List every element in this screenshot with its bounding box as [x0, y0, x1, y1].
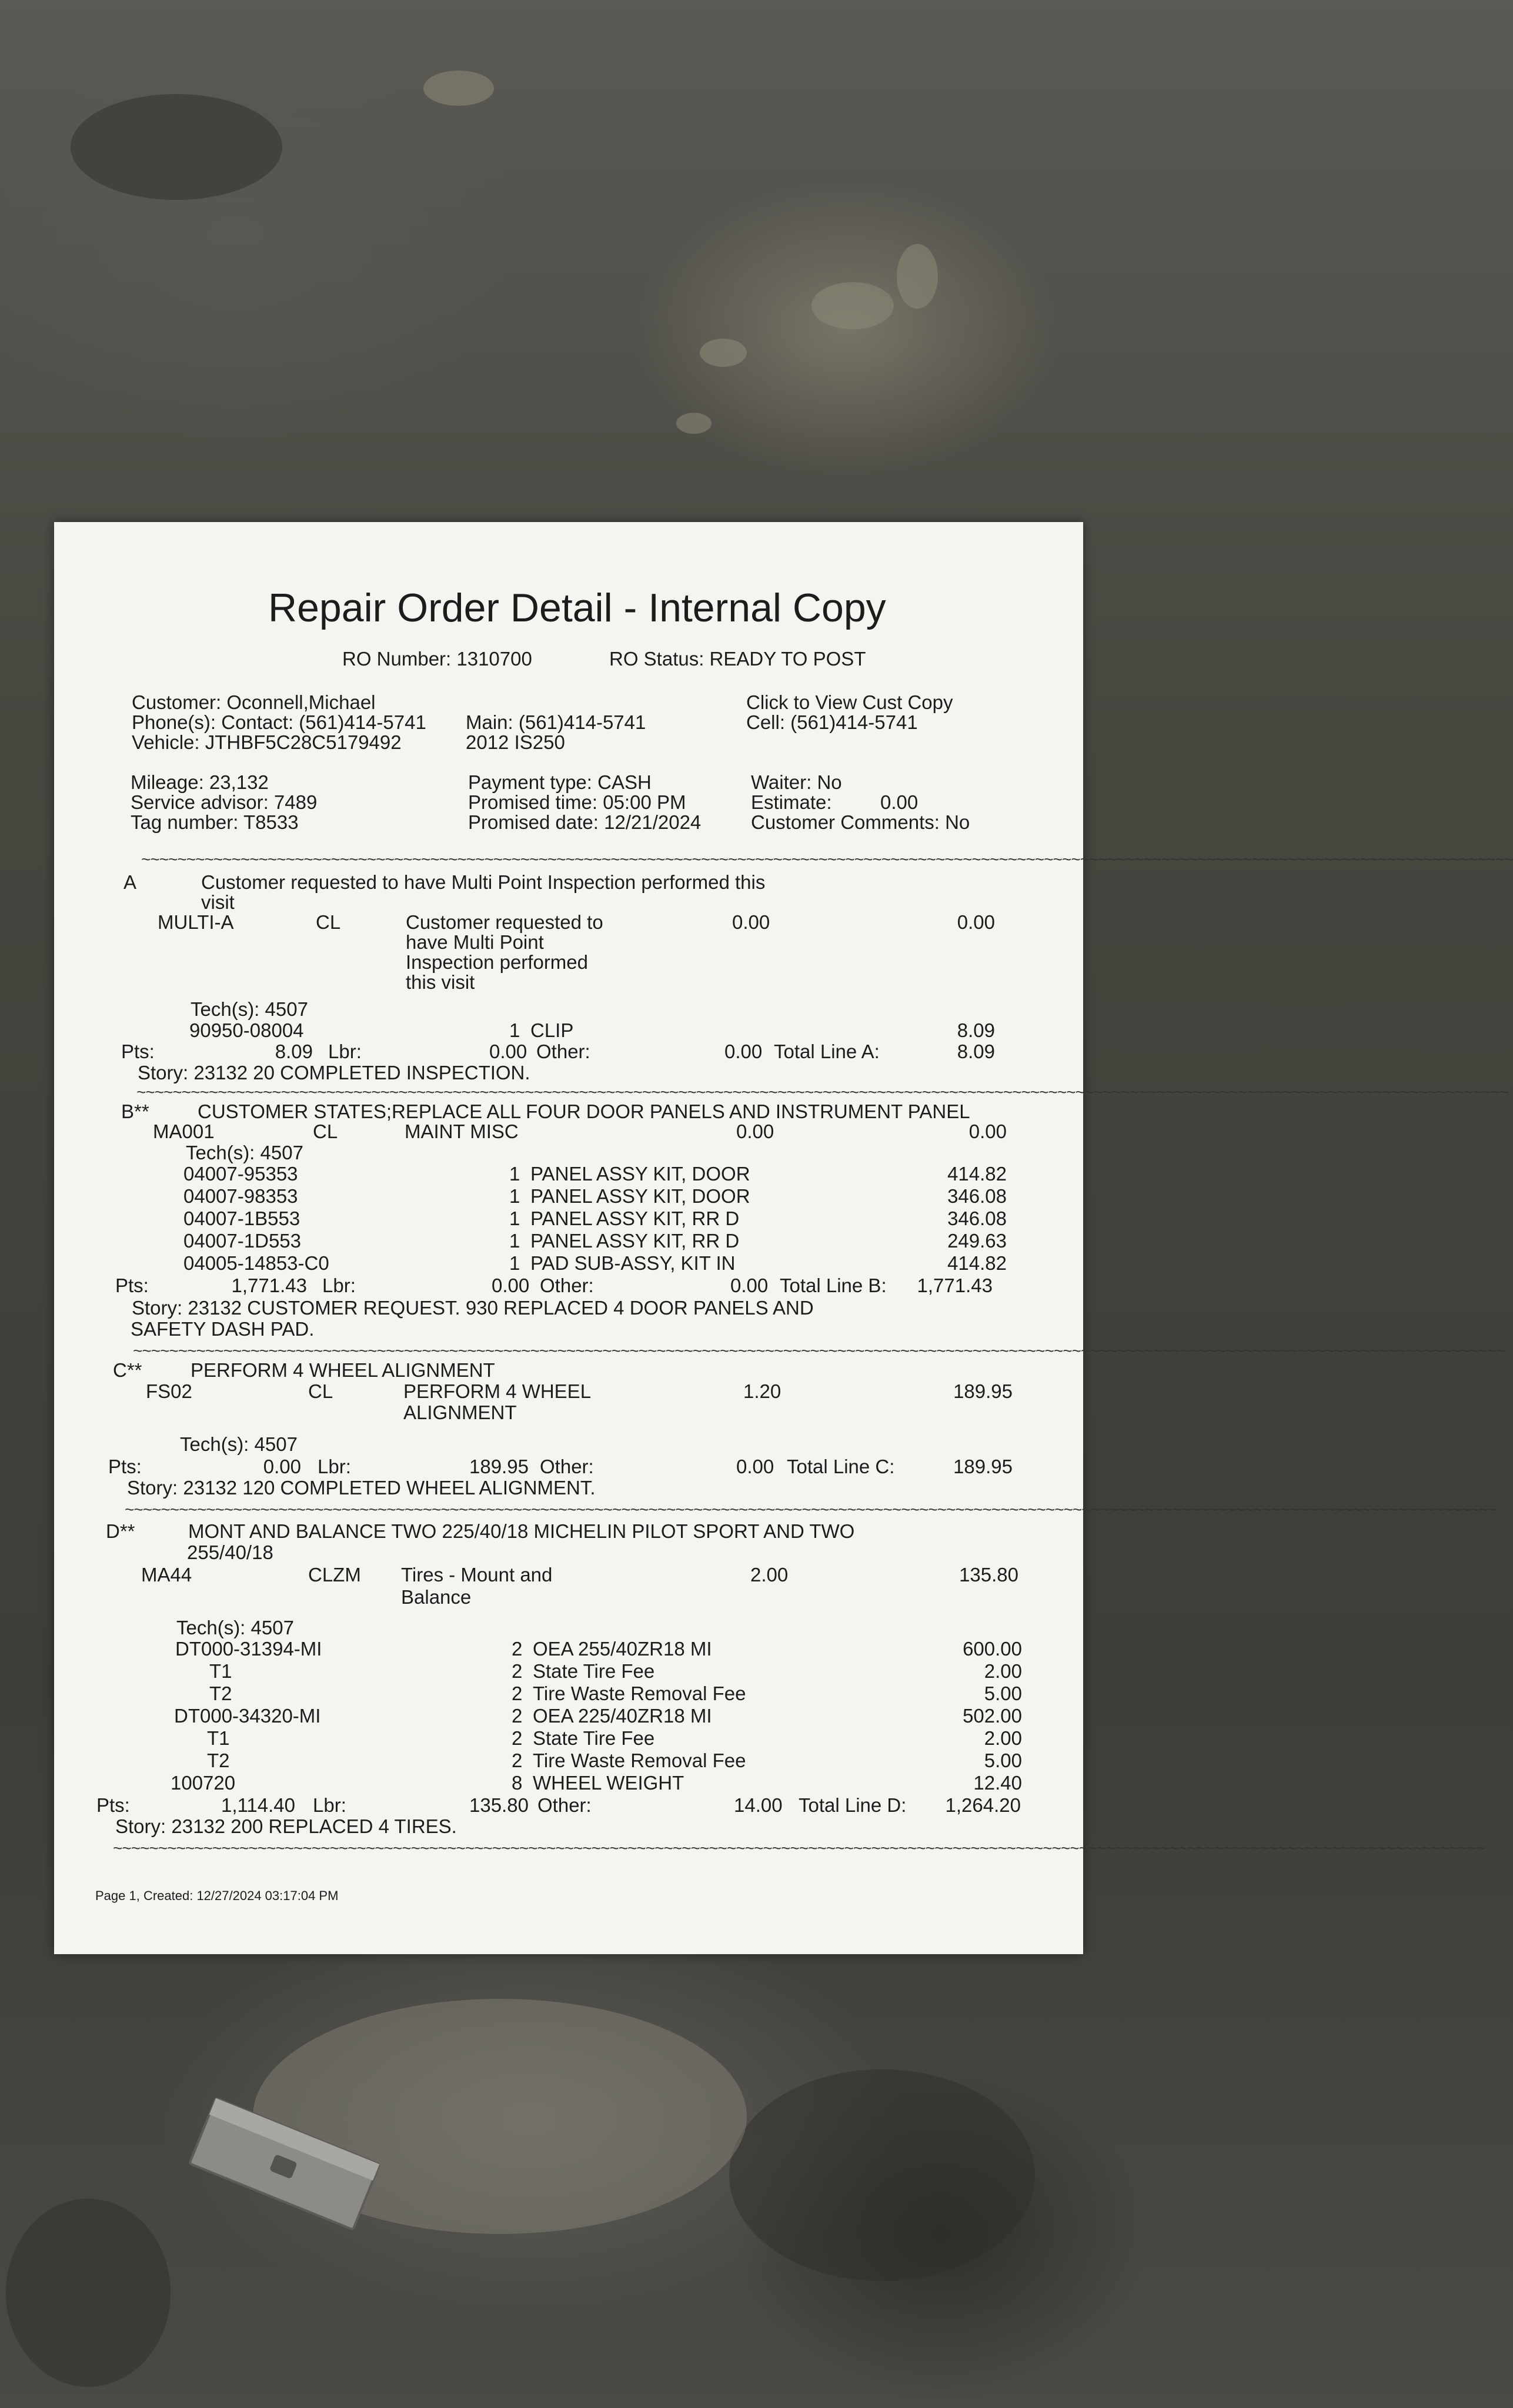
- line-d-operation: Balance: [401, 1586, 472, 1608]
- total-line-c-label: Total Line C:: [787, 1456, 895, 1477]
- lbr-label: Lbr:: [328, 1041, 362, 1062]
- line-a-description: Customer requested to have Multi Point Inspection performed this: [201, 871, 766, 893]
- total-line-a-label: Total Line A:: [774, 1041, 880, 1062]
- part-number: 04007-98353: [183, 1185, 298, 1207]
- part-description: OEA 225/40ZR18 MI: [533, 1705, 712, 1727]
- line-b-tech: Tech(s): 4507: [186, 1142, 303, 1163]
- line-d-pts: 1,114.40: [221, 1794, 295, 1816]
- part-description: OEA 255/40ZR18 MI: [533, 1638, 712, 1660]
- mileage: Mileage: 23,132: [131, 771, 269, 793]
- tag-number: Tag number: T8533: [131, 811, 299, 833]
- line-a-hours: 0.00: [732, 911, 770, 933]
- part-description: WHEEL WEIGHT: [533, 1772, 684, 1794]
- separator-line: ~~~~~~~~~~~~~~~~~~~~~~~~~~~~~~~~~~~~~~~~~~~~~~~~~~~~~~~~~~~~~~~~~~~~~~~~~~~~~~~~~~~~~~~~~~~~~~~~~~~~~~~~~~~~~~~~~~~~~~~~~~~~~~~~~~~~~~~~~~~~~~~~~~~~~~~~: [125, 1500, 1497, 1519]
- part-number: T2: [209, 1683, 232, 1704]
- line-d-description-cont: 255/40/18: [187, 1541, 273, 1563]
- part-price: 2.00: [984, 1660, 1022, 1682]
- other-label: Other:: [536, 1041, 590, 1062]
- line-a-total: 8.09: [957, 1041, 995, 1062]
- waiter: Waiter: No: [751, 771, 842, 793]
- line-a-operation: this visit: [406, 971, 475, 993]
- part-price: 8.09: [957, 1019, 995, 1041]
- part-description: State Tire Fee: [533, 1727, 655, 1749]
- separator-line: ~~~~~~~~~~~~~~~~~~~~~~~~~~~~~~~~~~~~~~~~~~~~~~~~~~~~~~~~~~~~~~~~~~~~~~~~~~~~~~~~~~~~~~~~~~~~~~~~~~~~~~~~~~~~~~~~~~~~~~~~~~~~~~~~~~~~~~~~~~~~~~~~~~~~~~~~: [136, 1083, 1509, 1101]
- line-d-story: Story: 23132 200 REPLACED 4 TIRES.: [115, 1815, 457, 1837]
- part-qty: 2: [512, 1660, 523, 1682]
- cell-phone: Cell: (561)414-5741: [746, 711, 918, 733]
- part-price: 5.00: [984, 1750, 1022, 1771]
- line-b-letter: B**: [121, 1101, 149, 1122]
- customer-phones: Phone(s): Contact: (561)414-5741: [132, 711, 426, 733]
- view-cust-copy-link[interactable]: Click to View Cust Copy: [746, 691, 953, 713]
- line-b-hours: 0.00: [736, 1121, 774, 1142]
- other-label: Other:: [540, 1456, 594, 1477]
- line-a-tech: Tech(s): 4507: [191, 998, 308, 1020]
- part-description: State Tire Fee: [533, 1660, 655, 1682]
- line-d-letter: D**: [106, 1520, 135, 1542]
- total-line-b-label: Total Line B:: [780, 1275, 887, 1296]
- part-description: Tire Waste Removal Fee: [533, 1750, 746, 1771]
- estimate-value: 0.00: [880, 791, 919, 813]
- part-price: 502.00: [963, 1705, 1022, 1727]
- part-qty: 1: [509, 1185, 520, 1207]
- part-number: DT000-31394-MI: [175, 1638, 322, 1660]
- line-c-description: PERFORM 4 WHEEL ALIGNMENT: [191, 1359, 495, 1381]
- part-description: Tire Waste Removal Fee: [533, 1683, 746, 1704]
- part-number: T1: [209, 1660, 232, 1682]
- part-description: CLIP: [530, 1019, 574, 1041]
- separator-line: ~~~~~~~~~~~~~~~~~~~~~~~~~~~~~~~~~~~~~~~~~~~~~~~~~~~~~~~~~~~~~~~~~~~~~~~~~~~~~~~~~~~~~~~~~~~~~~~~~~~~~~~~~~~~~~~~~~~~~~~~~~~~~~~~~~~~~~~~~~~~~~~~~~~~~~~~: [113, 1839, 1485, 1857]
- estimate-label: Estimate:: [751, 791, 832, 813]
- document-title: Repair Order Detail - Internal Copy: [268, 586, 886, 630]
- line-a-operation: Customer requested to: [406, 911, 603, 933]
- line-b-type: CL: [313, 1121, 338, 1142]
- line-b-story-cont: SAFETY DASH PAD.: [131, 1318, 315, 1340]
- part-qty: 2: [512, 1683, 523, 1704]
- line-d-operation: Tires - Mount and: [401, 1564, 553, 1586]
- pts-label: Pts:: [108, 1456, 142, 1477]
- line-a-other: 0.00: [724, 1041, 763, 1062]
- pts-label: Pts:: [121, 1041, 155, 1062]
- part-qty: 2: [512, 1727, 523, 1749]
- part-description: PANEL ASSY KIT, RR D: [530, 1208, 740, 1229]
- line-b-operation: MAINT MISC: [405, 1121, 519, 1142]
- part-price: 346.08: [947, 1208, 1007, 1229]
- part-description: PAD SUB-ASSY, KIT IN: [530, 1252, 736, 1274]
- part-description: PANEL ASSY KIT, DOOR: [530, 1185, 750, 1207]
- line-d-other: 14.00: [734, 1794, 783, 1816]
- line-c-operation: ALIGNMENT: [403, 1402, 517, 1423]
- part-description: PANEL ASSY KIT, DOOR: [530, 1163, 750, 1185]
- part-qty: 2: [512, 1750, 523, 1771]
- customer-name: Customer: Oconnell,Michael: [132, 691, 376, 713]
- line-d-total: 1,264.20: [945, 1794, 1021, 1816]
- line-d-description: MONT AND BALANCE TWO 225/40/18 MICHELIN PILOT SPORT AND TWO: [188, 1520, 855, 1542]
- line-b-amount: 0.00: [968, 1121, 1007, 1142]
- lbr-label: Lbr:: [318, 1456, 351, 1477]
- line-b-opcode: MA001: [153, 1121, 215, 1142]
- part-number: 04007-1D553: [183, 1230, 301, 1252]
- line-c-lbr: 189.95: [469, 1456, 529, 1477]
- line-c-pts: 0.00: [263, 1456, 301, 1477]
- line-c-tech: Tech(s): 4507: [180, 1433, 298, 1455]
- part-price: 249.63: [947, 1230, 1007, 1252]
- repair-order-document: [54, 522, 1513, 1954]
- line-a-type: CL: [316, 911, 341, 933]
- part-qty: 1: [509, 1230, 520, 1252]
- part-price: 5.00: [984, 1683, 1022, 1704]
- part-price: 414.82: [947, 1163, 1007, 1185]
- line-b-story: Story: 23132 CUSTOMER REQUEST. 930 REPLACED 4 DOOR PANELS AND: [132, 1297, 814, 1319]
- line-b-pts: 1,771.43: [231, 1275, 307, 1296]
- part-number: T2: [207, 1750, 230, 1771]
- line-a-pts: 8.09: [275, 1041, 313, 1062]
- separator-line: ~~~~~~~~~~~~~~~~~~~~~~~~~~~~~~~~~~~~~~~~~~~~~~~~~~~~~~~~~~~~~~~~~~~~~~~~~~~~~~~~~~~~~~~~~~~~~~~~~~~~~~~~~~~~~~~~~~~~~~~~~~~~~~~~~~~~~~~~~~~~~~~~~~~~~~~~: [133, 1342, 1505, 1360]
- service-advisor: Service advisor: 7489: [131, 791, 318, 813]
- part-price: 414.82: [947, 1252, 1007, 1274]
- line-c-opcode: FS02: [146, 1380, 192, 1402]
- part-qty: 1: [509, 1163, 520, 1185]
- part-qty: 1: [509, 1019, 520, 1041]
- part-price: 12.40: [973, 1772, 1022, 1794]
- line-d-tech: Tech(s): 4507: [176, 1617, 294, 1638]
- line-a-lbr: 0.00: [489, 1041, 527, 1062]
- other-label: Other:: [537, 1794, 592, 1816]
- line-c-total: 189.95: [953, 1456, 1013, 1477]
- line-d-lbr: 135.80: [469, 1794, 529, 1816]
- line-c-other: 0.00: [736, 1456, 774, 1477]
- part-number: 04007-1B553: [183, 1208, 300, 1229]
- ro-number: RO Number: 1310700: [342, 648, 532, 670]
- page-footer: Page 1, Created: 12/27/2024 03:17:04 PM: [95, 1888, 339, 1903]
- vehicle-year-model: 2012 IS250: [466, 731, 565, 753]
- lbr-label: Lbr:: [313, 1794, 346, 1816]
- part-number: T1: [207, 1727, 230, 1749]
- line-c-story: Story: 23132 120 COMPLETED WHEEL ALIGNMENT.: [127, 1477, 596, 1499]
- line-d-opcode: MA44: [141, 1564, 192, 1586]
- main-phone: Main: (561)414-5741: [466, 711, 646, 733]
- part-qty: 2: [512, 1705, 523, 1727]
- part-qty: 1: [509, 1252, 520, 1274]
- line-b-other: 0.00: [730, 1275, 769, 1296]
- part-price: 346.08: [947, 1185, 1007, 1207]
- payment-type: Payment type: CASH: [468, 771, 652, 793]
- line-c-operation: PERFORM 4 WHEEL: [403, 1380, 592, 1402]
- line-a-story: Story: 23132 20 COMPLETED INSPECTION.: [138, 1062, 530, 1083]
- line-b-total: 1,771.43: [917, 1275, 993, 1296]
- line-d-amount: 135.80: [959, 1564, 1018, 1586]
- line-d-type: CLZM: [308, 1564, 361, 1586]
- pts-label: Pts:: [115, 1275, 149, 1296]
- ro-status: RO Status: READY TO POST: [609, 648, 866, 670]
- part-price: 2.00: [984, 1727, 1022, 1749]
- lbr-label: Lbr:: [322, 1275, 356, 1296]
- part-number: 100720: [171, 1772, 236, 1794]
- part-number: DT000-34320-MI: [174, 1705, 321, 1727]
- line-c-amount: 189.95: [953, 1380, 1013, 1402]
- separator-line: ~~~~~~~~~~~~~~~~~~~~~~~~~~~~~~~~~~~~~~~~~~~~~~~~~~~~~~~~~~~~~~~~~~~~~~~~~~~~~~~~~~~~~~~~~~~~~~~~~~~~~~~~~~~~~~~~~~~~~~~~~~~~~~~~~~~~~~~~~~~~~~~~~~~~~~~~: [141, 850, 1513, 868]
- line-a-operation: Inspection performed: [406, 951, 589, 973]
- line-a-description-cont: visit: [201, 891, 235, 913]
- line-b-lbr: 0.00: [492, 1275, 530, 1296]
- line-a-amount: 0.00: [957, 911, 995, 933]
- other-label: Other:: [540, 1275, 594, 1296]
- pts-label: Pts:: [96, 1794, 130, 1816]
- line-b-description: CUSTOMER STATES;REPLACE ALL FOUR DOOR PANELS AND INSTRUMENT PANEL: [198, 1101, 970, 1122]
- part-number: 04007-95353: [183, 1163, 298, 1185]
- part-qty: 2: [512, 1638, 523, 1660]
- part-qty: 1: [509, 1208, 520, 1229]
- part-number: 90950-08004: [189, 1019, 304, 1041]
- part-number: 04005-14853-C0: [183, 1252, 329, 1274]
- vehicle-vin: Vehicle: JTHBF5C28C5179492: [132, 731, 402, 753]
- part-qty: 8: [512, 1772, 523, 1794]
- line-c-type: CL: [308, 1380, 333, 1402]
- promised-date: Promised date: 12/21/2024: [468, 811, 702, 833]
- promised-time: Promised time: 05:00 PM: [468, 791, 686, 813]
- customer-comments: Customer Comments: No: [751, 811, 970, 833]
- line-d-hours: 2.00: [750, 1564, 789, 1586]
- part-price: 600.00: [963, 1638, 1022, 1660]
- line-a-letter: A: [123, 871, 137, 893]
- total-line-d-label: Total Line D:: [799, 1794, 907, 1816]
- line-c-hours: 1.20: [743, 1380, 781, 1402]
- line-a-opcode: MULTI-A: [158, 911, 234, 933]
- line-a-operation: have Multi Point: [406, 931, 544, 953]
- part-description: PANEL ASSY KIT, RR D: [530, 1230, 740, 1252]
- line-c-letter: C**: [113, 1359, 142, 1381]
- razor-blade-image: [159, 2093, 406, 2246]
